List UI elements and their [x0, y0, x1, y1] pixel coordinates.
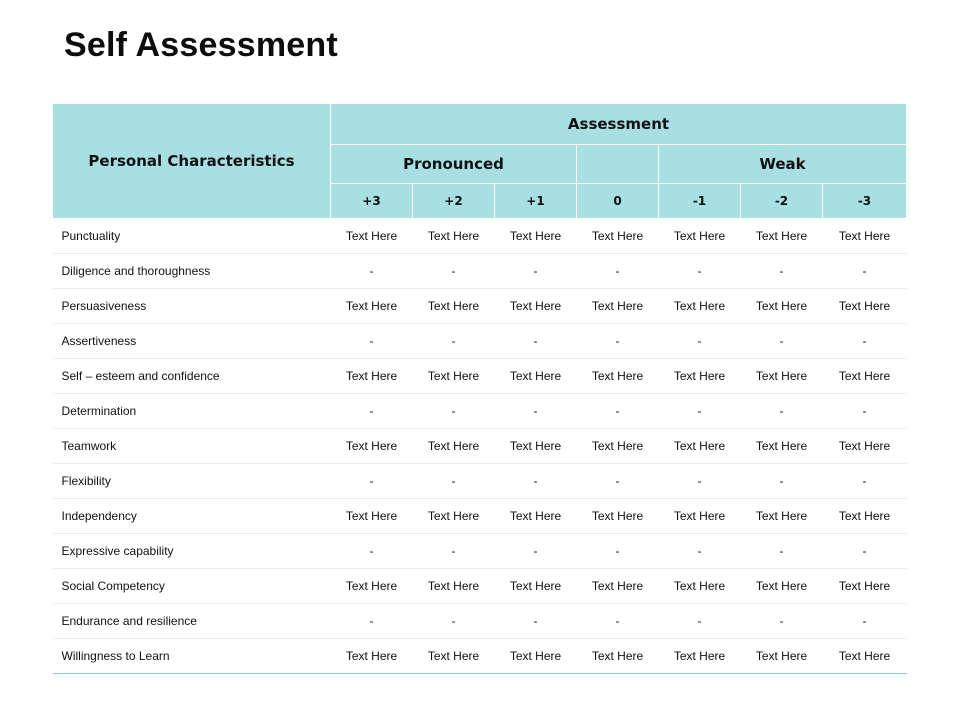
characteristic-label: Teamwork — [53, 429, 331, 464]
table-row — [53, 534, 907, 569]
rating-cell: Text Here — [659, 429, 741, 464]
rating-cell: Text Here — [413, 359, 495, 394]
neutral-header — [577, 145, 659, 184]
rating-cell: Text Here — [659, 639, 741, 674]
rating-cell: Text Here — [495, 359, 577, 394]
rating-cell: - — [823, 534, 907, 569]
characteristic-label: Persuasiveness — [53, 289, 331, 324]
scale-header-cell: +2 — [413, 184, 495, 219]
characteristic-label: Willingness to Learn — [53, 639, 331, 674]
rating-cell: Text Here — [823, 499, 907, 534]
rating-cell: - — [741, 464, 823, 499]
pronounced-header: Pronounced — [331, 145, 577, 184]
rating-cell: - — [495, 604, 577, 639]
rating-cell: - — [823, 324, 907, 359]
rating-cell: Text Here — [577, 429, 659, 464]
characteristic-label: Determination — [53, 394, 331, 429]
rating-cell: - — [413, 394, 495, 429]
rating-cell: Text Here — [495, 219, 577, 254]
rating-cell: Text Here — [495, 289, 577, 324]
rating-cell: Text Here — [659, 569, 741, 604]
rating-cell: Text Here — [331, 359, 413, 394]
rating-cell: Text Here — [659, 359, 741, 394]
table-row — [53, 464, 907, 499]
rating-cell: Text Here — [659, 499, 741, 534]
rating-cell: - — [331, 324, 413, 359]
rating-cell: Text Here — [413, 289, 495, 324]
rating-cell: Text Here — [741, 639, 823, 674]
table-row — [53, 359, 907, 394]
rating-cell: - — [659, 534, 741, 569]
rating-cell: - — [577, 534, 659, 569]
characteristic-label: Social Competency — [53, 569, 331, 604]
characteristic-label: Self – esteem and confidence — [53, 359, 331, 394]
rating-cell: Text Here — [577, 289, 659, 324]
table-row — [53, 429, 907, 464]
rating-cell: - — [741, 604, 823, 639]
assessment-header: Assessment — [331, 104, 907, 145]
rating-cell: - — [331, 604, 413, 639]
rating-cell: Text Here — [495, 569, 577, 604]
rating-cell: - — [413, 534, 495, 569]
table-header — [53, 104, 907, 219]
rating-cell: Text Here — [823, 639, 907, 674]
rating-cell: Text Here — [659, 219, 741, 254]
rating-cell: Text Here — [331, 219, 413, 254]
rating-cell: - — [823, 254, 907, 289]
table-row — [53, 604, 907, 639]
rating-cell: Text Here — [331, 639, 413, 674]
table-row — [53, 394, 907, 429]
rating-cell: Text Here — [823, 429, 907, 464]
rating-cell: - — [577, 324, 659, 359]
rating-cell: - — [413, 254, 495, 289]
rating-cell: Text Here — [741, 499, 823, 534]
rating-cell: Text Here — [577, 219, 659, 254]
rating-cell: Text Here — [413, 569, 495, 604]
rating-cell: - — [413, 604, 495, 639]
rating-cell: Text Here — [331, 569, 413, 604]
characteristic-label: Assertiveness — [53, 324, 331, 359]
scale-header-cell: -2 — [741, 184, 823, 219]
rating-cell: - — [659, 324, 741, 359]
rating-cell: Text Here — [495, 499, 577, 534]
rating-cell: Text Here — [413, 219, 495, 254]
characteristic-label: Independency — [53, 499, 331, 534]
rating-cell: - — [659, 394, 741, 429]
table-row — [53, 254, 907, 289]
table-row — [53, 289, 907, 324]
rating-cell: Text Here — [741, 219, 823, 254]
rating-cell: - — [577, 254, 659, 289]
table-row — [53, 219, 907, 254]
rating-cell: - — [495, 324, 577, 359]
rating-cell: - — [823, 464, 907, 499]
rating-cell: - — [495, 394, 577, 429]
rating-cell: Text Here — [331, 429, 413, 464]
rating-cell: - — [331, 534, 413, 569]
rating-cell: Text Here — [331, 289, 413, 324]
rating-cell: Text Here — [495, 639, 577, 674]
rating-cell: Text Here — [823, 359, 907, 394]
rating-cell: - — [331, 394, 413, 429]
rating-cell: - — [413, 324, 495, 359]
rating-cell: Text Here — [577, 499, 659, 534]
scale-header-cell: +3 — [331, 184, 413, 219]
assessment-table — [52, 103, 907, 674]
characteristic-label: Punctuality — [53, 219, 331, 254]
rating-cell: - — [495, 534, 577, 569]
rating-cell: - — [741, 534, 823, 569]
rating-cell: - — [577, 604, 659, 639]
rating-cell: - — [741, 324, 823, 359]
rating-cell: - — [659, 464, 741, 499]
rating-cell: - — [741, 254, 823, 289]
characteristic-label: Expressive capability — [53, 534, 331, 569]
rating-cell: Text Here — [741, 359, 823, 394]
rating-cell: - — [577, 394, 659, 429]
scale-header-cell: -3 — [823, 184, 907, 219]
rating-cell: Text Here — [577, 639, 659, 674]
weak-header: Weak — [659, 145, 907, 184]
table-row — [53, 639, 907, 674]
table-row — [53, 499, 907, 534]
rating-cell: Text Here — [495, 429, 577, 464]
rating-cell: Text Here — [741, 429, 823, 464]
rating-cell: Text Here — [823, 289, 907, 324]
rating-cell: Text Here — [577, 569, 659, 604]
rating-cell: - — [659, 604, 741, 639]
rating-cell: - — [823, 604, 907, 639]
table-row — [53, 324, 907, 359]
rating-cell: Text Here — [413, 639, 495, 674]
page-title: Self Assessment — [64, 26, 338, 64]
rating-cell: - — [823, 394, 907, 429]
scale-header-cell: 0 — [577, 184, 659, 219]
scale-header-cell: +1 — [495, 184, 577, 219]
characteristic-label: Endurance and resilience — [53, 604, 331, 639]
table-row — [53, 569, 907, 604]
table-body — [53, 219, 907, 674]
rating-cell: Text Here — [413, 499, 495, 534]
rating-cell: - — [577, 464, 659, 499]
rating-cell: - — [331, 254, 413, 289]
rating-cell: - — [659, 254, 741, 289]
rating-cell: - — [331, 464, 413, 499]
rating-cell: - — [495, 464, 577, 499]
personal-characteristics-header: Personal Characteristics — [53, 104, 331, 219]
rating-cell: Text Here — [741, 289, 823, 324]
characteristic-label: Flexibility — [53, 464, 331, 499]
rating-cell: Text Here — [577, 359, 659, 394]
rating-cell: - — [413, 464, 495, 499]
scale-header-cell: -1 — [659, 184, 741, 219]
rating-cell: Text Here — [331, 499, 413, 534]
rating-cell: Text Here — [823, 569, 907, 604]
rating-cell: Text Here — [823, 219, 907, 254]
rating-cell: Text Here — [741, 569, 823, 604]
characteristic-label: Diligence and thoroughness — [53, 254, 331, 289]
rating-cell: - — [741, 394, 823, 429]
rating-cell: Text Here — [413, 429, 495, 464]
rating-cell: Text Here — [659, 289, 741, 324]
rating-cell: - — [495, 254, 577, 289]
